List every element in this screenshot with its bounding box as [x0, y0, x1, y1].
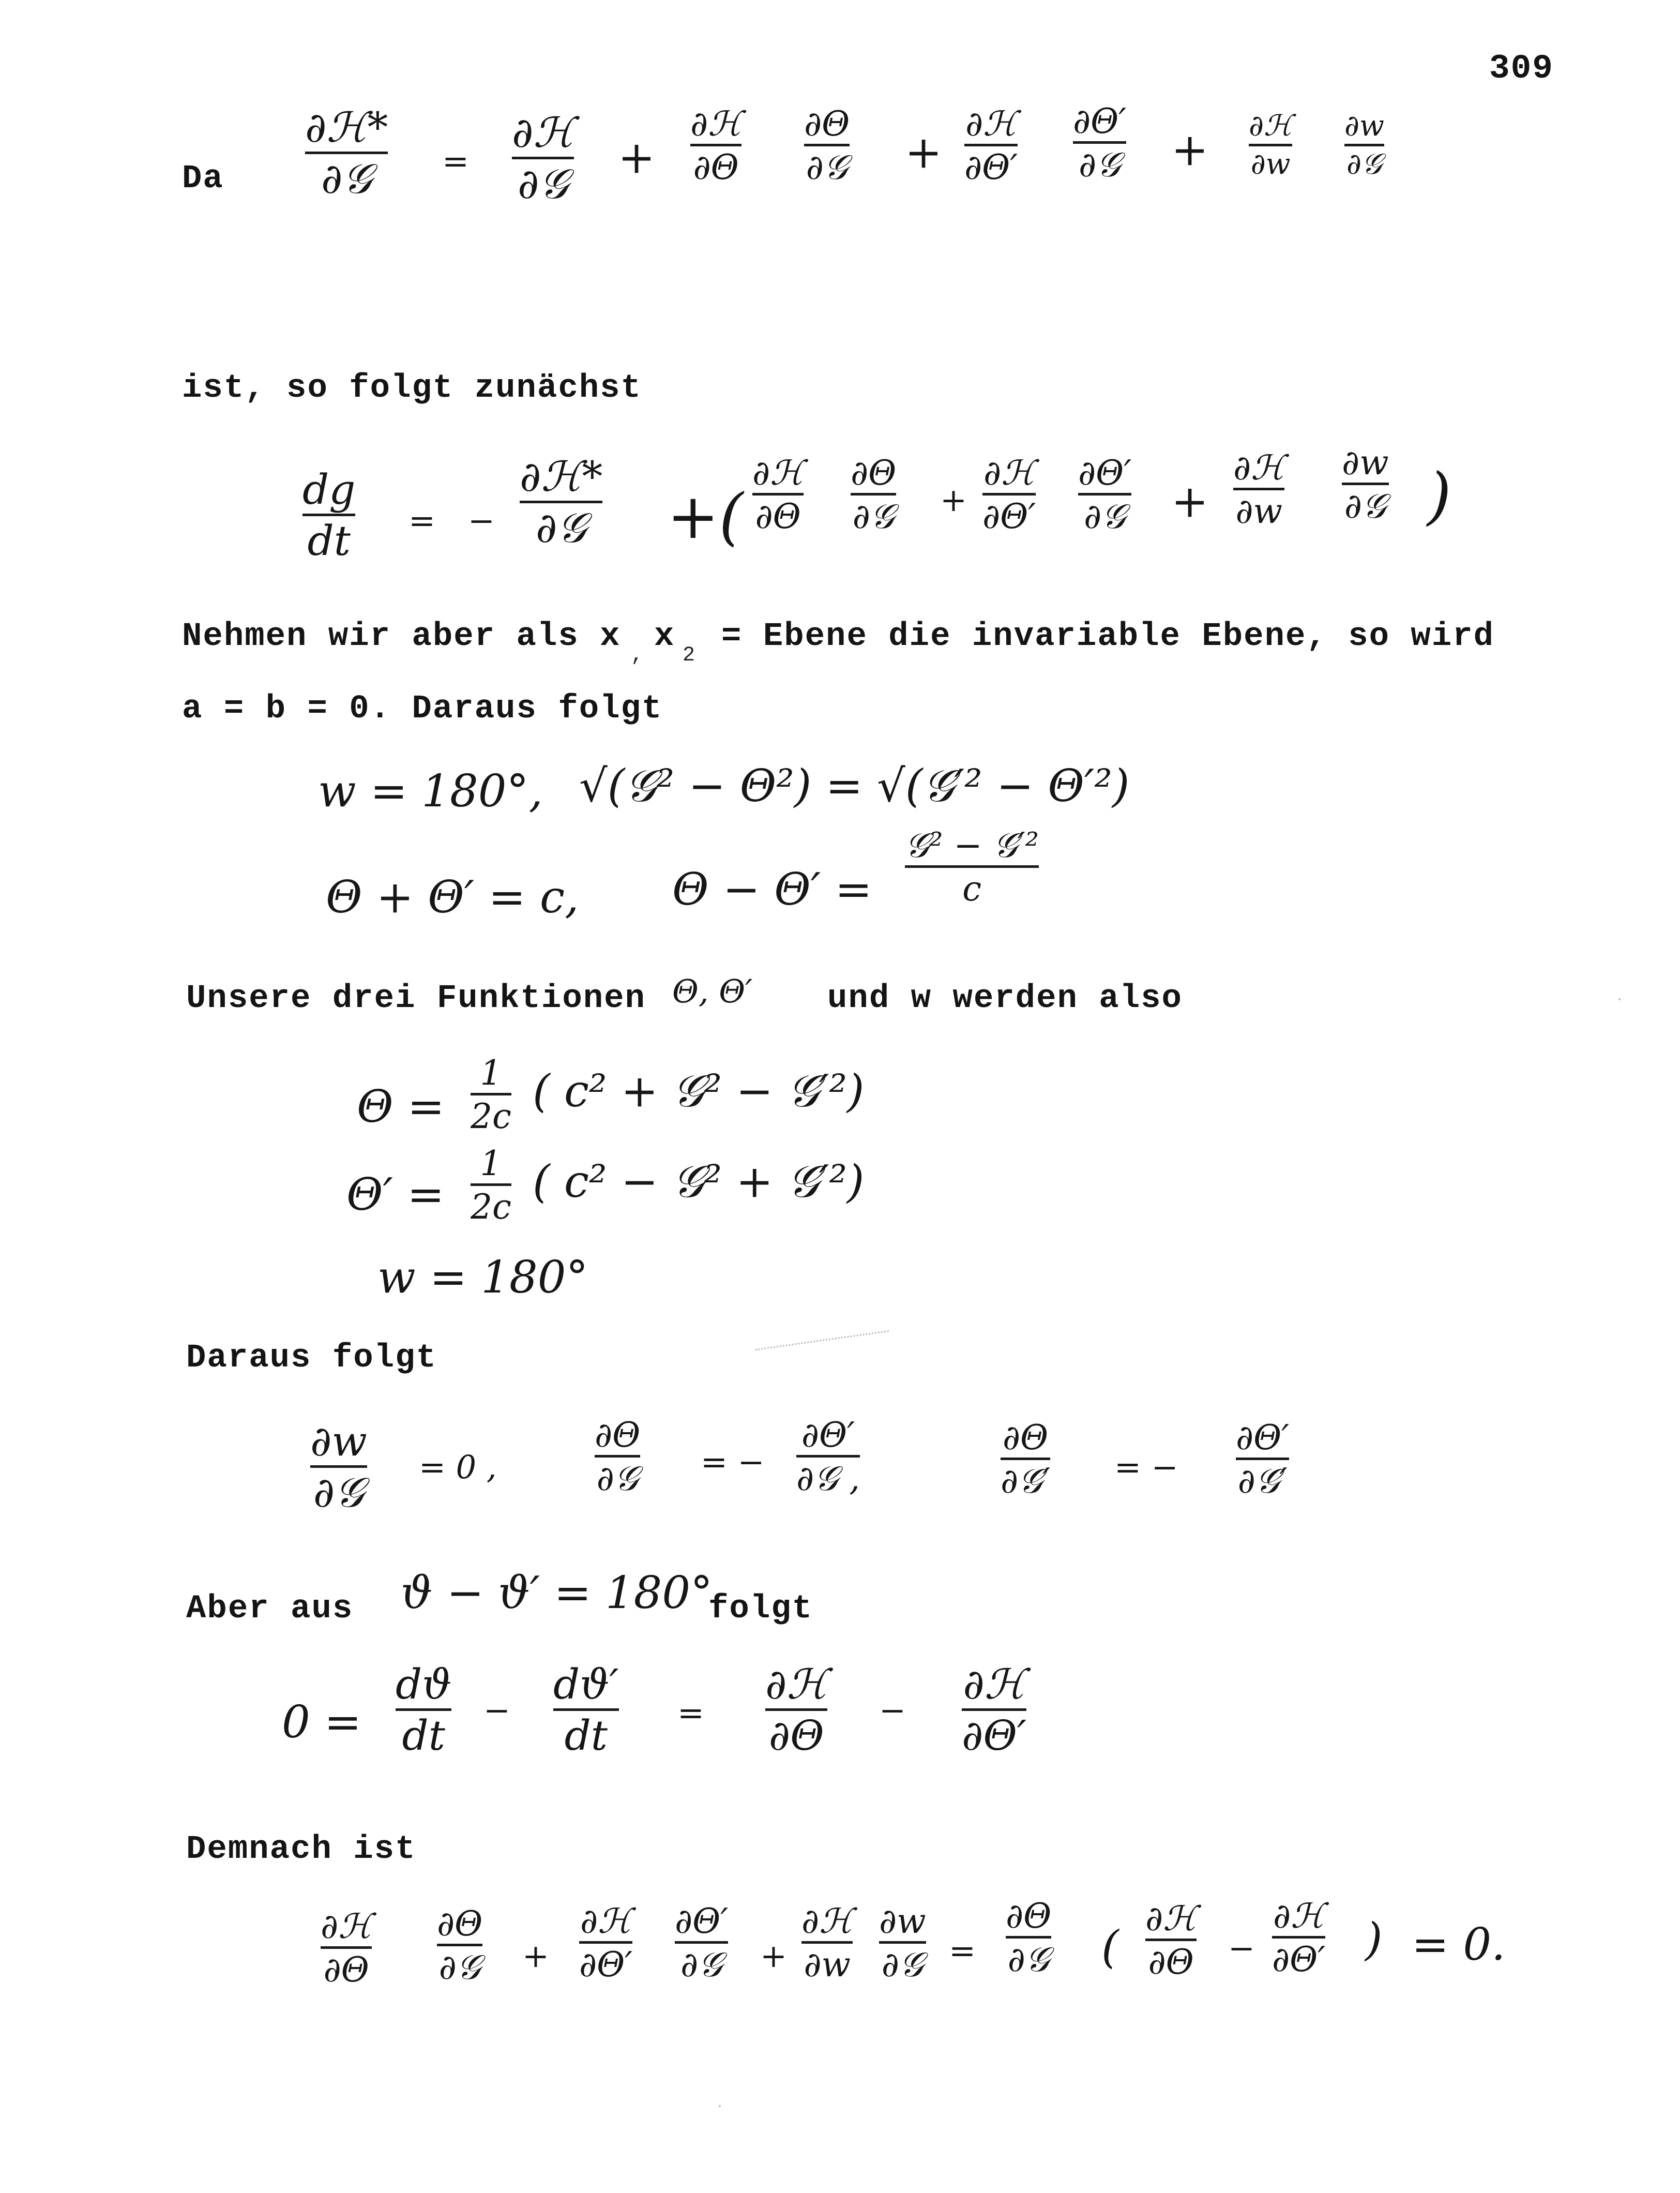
eq2-lhs-fraction [302, 465, 356, 565]
eq5-e-fraction [1236, 1420, 1289, 1499]
eq4-thetap-fraction [471, 1146, 511, 1225]
fraction-denominator: ∂𝒢 [806, 147, 848, 188]
eq2-minus: − [468, 502, 495, 539]
fraction-numerator: ∂Θ′ [1078, 453, 1132, 493]
fraction-bar [765, 1708, 827, 1711]
fraction-numerator: ∂w [1344, 109, 1384, 143]
eq1-term4a-fraction [1249, 111, 1292, 180]
fraction-numerator: dϑ [396, 1660, 452, 1708]
page-smudge [755, 1330, 889, 1350]
page-speck [719, 2105, 721, 2107]
fraction-numerator: ∂ℋ [321, 1906, 372, 1946]
fraction-bar [595, 1455, 640, 1458]
fraction-bar [962, 1708, 1026, 1711]
fraction-bar [321, 1946, 372, 1949]
fraction-numerator: ∂ℋ [983, 453, 1035, 493]
fraction-denominator: ∂𝒢 , [796, 1459, 860, 1499]
eq2-plus-2: + [1171, 476, 1209, 528]
fraction-numerator: ∂Θ [1002, 1418, 1049, 1458]
eq2-c-fraction [1233, 450, 1284, 530]
eq1-equals: = [442, 142, 469, 180]
fraction-bar [851, 493, 896, 495]
fraction-numerator: 1 [480, 1053, 502, 1093]
fraction-denominator: ∂w [804, 1945, 851, 1985]
fraction-denominator: ∂𝒢 [313, 1468, 365, 1516]
fraction-bar [752, 493, 804, 495]
page-number: 309 [1489, 49, 1554, 88]
fraction-denominator: dt [564, 1711, 608, 1760]
fraction-bar [801, 1941, 853, 1944]
fraction-bar [1344, 144, 1384, 146]
fraction-denominator: dt [402, 1711, 445, 1760]
eq1-term3b-fraction [1073, 103, 1126, 183]
functions-symbols: Θ, Θ′ [672, 972, 753, 1010]
fraction-denominator: ∂Θ′ [982, 497, 1036, 537]
eq1-plus-1: + [618, 132, 656, 184]
fraction-numerator: ∂ℋ* [305, 103, 388, 152]
eq5-b-fraction [595, 1417, 640, 1497]
eq2-b-fraction [982, 455, 1036, 535]
eq2-equals: = [408, 502, 435, 539]
fraction-bar [471, 1093, 511, 1095]
eq8-b-fraction [579, 1903, 632, 1983]
eq3-diff: Θ − Θ′ = [672, 864, 872, 915]
fraction-bar [1249, 144, 1292, 146]
eq4-theta-lhs: Θ = [357, 1081, 445, 1133]
fraction-bar [675, 1941, 728, 1944]
fraction-numerator: ∂Θ′ [675, 1901, 729, 1941]
eq4-theta-fraction [471, 1055, 511, 1135]
text-nehmen-sub1: , [631, 644, 644, 667]
eq4-theta-rhs: ( c² + 𝒢² − 𝒢′²) [533, 1065, 865, 1117]
eq8-plus-1: + [522, 1937, 549, 1975]
eq2-close-paren: ) [1427, 460, 1451, 532]
eq8-close-paren: ) [1365, 1914, 1383, 1965]
fraction-numerator: ∂ℋ [1233, 448, 1285, 488]
eq1-plus-3: + [1171, 124, 1209, 176]
fraction-numerator: 1 [480, 1144, 502, 1183]
fraction-bar [553, 1708, 619, 1711]
fraction-numerator: ∂Θ [804, 104, 850, 144]
fraction-denominator: ∂𝒢 [852, 497, 895, 537]
fraction-denominator: ∂𝒢 [680, 1945, 723, 1985]
eq2-plus-open: +( [667, 481, 744, 553]
eq2-bb-fraction [1078, 455, 1131, 535]
eq7-minus-1: − [483, 1691, 510, 1729]
fraction-denominator: ∂w [1235, 491, 1282, 532]
fraction-bar [512, 157, 574, 159]
eq1-term2a-fraction [690, 106, 741, 186]
fraction-bar [1001, 1458, 1050, 1460]
fraction-numerator: 𝒢² − 𝒢′² [905, 825, 1039, 865]
fraction-numerator: dg [302, 465, 356, 514]
eq7-b-fraction [553, 1660, 619, 1760]
text-nehmen-x2: x [654, 618, 675, 655]
eq8-open-paren: ( [1101, 1921, 1119, 1973]
fraction-denominator: ∂𝒢 [1346, 147, 1382, 181]
eq2-plus-1: + [940, 481, 967, 519]
eq2-ab-fraction [851, 455, 896, 535]
fraction-numerator: ∂ℋ [690, 104, 742, 144]
text-nehmen-part1: Nehmen wir aber als x [182, 618, 621, 655]
fraction-denominator: ∂Θ [323, 1950, 369, 1990]
fraction-numerator: ∂ℋ [965, 104, 1017, 144]
text-demnach: Demnach ist [186, 1831, 416, 1868]
eq8-a-fraction [321, 1906, 372, 1990]
fraction-numerator: ∂Θ [437, 1904, 483, 1944]
fraction-bar [1342, 483, 1389, 485]
fraction-numerator: ∂ℋ [1145, 1899, 1197, 1939]
fraction-bar [1233, 488, 1284, 490]
eq4-thetap-rhs: ( c² − 𝒢² + 𝒢′²) [533, 1156, 865, 1208]
text-da: Da [182, 160, 224, 198]
fraction-denominator: ∂Θ [693, 147, 739, 188]
fraction-numerator: ∂Θ′ [1073, 101, 1127, 141]
eq8-equals: = [949, 1932, 976, 1970]
fraction-numerator: ∂ℋ [580, 1901, 632, 1941]
fraction-numerator: ∂Θ′ [1236, 1418, 1290, 1458]
eq8-ab-fraction [437, 1906, 482, 1986]
fraction-denominator: ∂𝒢 [536, 504, 587, 552]
eq4-w-line: w = 180° [377, 1252, 588, 1303]
fraction-bar [804, 144, 850, 146]
fraction-denominator: 2c [471, 1096, 511, 1137]
fraction-numerator: ∂Θ [1006, 1896, 1052, 1936]
fraction-bar [310, 1465, 367, 1468]
text-ist-so-folgt: ist, so folgt zunächst [182, 370, 642, 407]
eq5-a-rhs: = 0 , [419, 1448, 497, 1486]
eq7-d-fraction [962, 1660, 1027, 1760]
fraction-bar [1073, 141, 1126, 144]
eq2-a-fraction [752, 455, 804, 535]
fraction-bar [982, 493, 1036, 495]
eq3-w180: w = 180°, [318, 765, 543, 817]
fraction-numerator: ∂ℋ [801, 1901, 853, 1941]
eq8-minus: − [1228, 1929, 1255, 1967]
fraction-denominator: ∂𝒢 [518, 160, 569, 208]
fraction-denominator: ∂Θ [1148, 1942, 1194, 1982]
fraction-bar [964, 144, 1018, 146]
eq8-cb-fraction [879, 1903, 926, 1983]
text-ab-line: a = b = 0. Daraus folgt [182, 690, 663, 728]
eq8-bb-fraction [675, 1903, 728, 1983]
fraction-denominator: ∂Θ [768, 1711, 824, 1760]
eq3-diff-fraction [905, 825, 1039, 909]
eq7-minus-2: − [879, 1691, 906, 1729]
fraction-numerator: dϑ′ [553, 1660, 619, 1708]
eq7-equals: = [677, 1694, 704, 1732]
eq5-c-fraction [796, 1417, 860, 1497]
fraction-numerator: ∂w [1342, 443, 1389, 483]
fraction-numerator: ∂ℋ [1273, 1896, 1325, 1936]
page-speck [1618, 998, 1621, 1000]
eq3-sqrt-equation: √(𝒢² − Θ²) = √(𝒢′² − Θ′²) [579, 760, 1130, 812]
fraction-bar [520, 501, 602, 503]
fraction-numerator: ∂ℋ [1249, 109, 1293, 143]
text-daraus-folgt: Daraus folgt [186, 1340, 437, 1377]
eq1-plus-2: + [905, 127, 943, 178]
fraction-denominator: ∂w [1250, 147, 1291, 181]
eq8-equals-zero: = 0. [1412, 1919, 1506, 1971]
fraction-denominator: ∂𝒢′ [1001, 1461, 1051, 1501]
text-unsere-part1: Unsere drei Funktionen [186, 980, 646, 1017]
eq1-term4b-fraction [1344, 111, 1384, 180]
fraction-denominator: ∂Θ′ [962, 1711, 1027, 1760]
fraction-bar [879, 1941, 926, 1944]
fraction-numerator: ∂ℋ [752, 453, 804, 493]
eq5-d-eq: = − [1114, 1448, 1178, 1486]
fraction-denominator: ∂𝒢 [1344, 486, 1386, 527]
eq5-a-fraction [310, 1417, 367, 1516]
text-folgt: folgt [708, 1590, 813, 1628]
fraction-denominator: ∂𝒢 [1079, 145, 1121, 185]
eq7-c-fraction [765, 1660, 828, 1760]
fraction-numerator: ∂Θ [595, 1415, 641, 1455]
fraction-numerator: ∂w [310, 1417, 367, 1465]
eq6-inline: ϑ − ϑ′ = 180° [401, 1567, 713, 1619]
fraction-numerator: ∂ℋ [765, 1660, 828, 1708]
fraction-denominator: ∂𝒢 [321, 155, 372, 203]
fraction-denominator: ∂𝒢 [1084, 497, 1126, 537]
eq1-lhs-fraction [305, 103, 388, 203]
eq2-h-fraction [520, 455, 602, 550]
fraction-numerator: ∂ℋ* [520, 453, 603, 501]
eq5-b-eq: = − [701, 1443, 765, 1481]
fraction-bar [1006, 1936, 1051, 1939]
fraction-numerator: ∂ℋ [512, 109, 574, 157]
fraction-bar [796, 1455, 860, 1458]
eq8-plus-2: + [760, 1937, 787, 1975]
fraction-bar [471, 1183, 511, 1186]
fraction-denominator: dt [307, 517, 351, 565]
eq5-d-fraction [1001, 1420, 1050, 1499]
eq3-sum: Θ + Θ′ = c, [326, 872, 579, 923]
eq7-lhs: 0 = [282, 1696, 362, 1748]
text-nehmen-part2: = Ebene die invariable Ebene, so wird [721, 618, 1495, 655]
eq1-term2b-fraction [804, 106, 850, 186]
fraction-bar [1078, 493, 1131, 495]
fraction-bar [905, 865, 1039, 868]
fraction-denominator: ∂Θ′ [964, 147, 1018, 188]
fraction-denominator: ∂𝒢 [881, 1945, 924, 1985]
fraction-bar [302, 514, 355, 516]
fraction-bar [690, 144, 741, 146]
fraction-denominator: c [962, 869, 982, 909]
fraction-denominator: ∂𝒢 [438, 1947, 481, 1988]
fraction-numerator: ∂w [879, 1901, 926, 1941]
eq1-term1-fraction [512, 111, 574, 206]
fraction-numerator: ∂Θ′ [801, 1415, 855, 1455]
fraction-bar [1236, 1458, 1289, 1460]
fraction-bar [579, 1941, 632, 1944]
fraction-numerator: ∂Θ [851, 453, 897, 493]
text-nehmen-sub2: 2 [683, 644, 695, 667]
fraction-denominator: ∂Θ [755, 497, 801, 537]
eq8-f-fraction [1272, 1898, 1325, 1978]
eq8-d-fraction [1006, 1898, 1051, 1978]
fraction-bar [305, 152, 388, 154]
text-aber-aus: Aber aus [186, 1590, 354, 1628]
fraction-denominator: ∂Θ′ [1272, 1940, 1326, 1980]
fraction-denominator: ∂𝒢 [1007, 1940, 1050, 1980]
eq7-a-fraction [396, 1660, 452, 1760]
fraction-bar [396, 1708, 451, 1711]
fraction-numerator: ∂ℋ [963, 1660, 1025, 1708]
fraction-denominator: 2c [471, 1187, 511, 1227]
eq2-cb-fraction [1342, 443, 1389, 527]
fraction-denominator: ∂𝒢 [596, 1459, 639, 1499]
text-unsere-and: und w werden also [827, 980, 1183, 1017]
eq1-term3a-fraction [964, 106, 1018, 186]
eq8-e-fraction [1145, 1901, 1197, 1980]
fraction-bar [1145, 1939, 1197, 1941]
eq4-thetap-lhs: Θ′ = [346, 1169, 445, 1221]
eq8-c-fraction [801, 1903, 853, 1983]
fraction-denominator: ∂Θ′ [579, 1945, 633, 1985]
fraction-denominator: ∂𝒢′ [1237, 1461, 1288, 1501]
fraction-bar [1272, 1936, 1325, 1939]
fraction-bar [437, 1944, 482, 1946]
